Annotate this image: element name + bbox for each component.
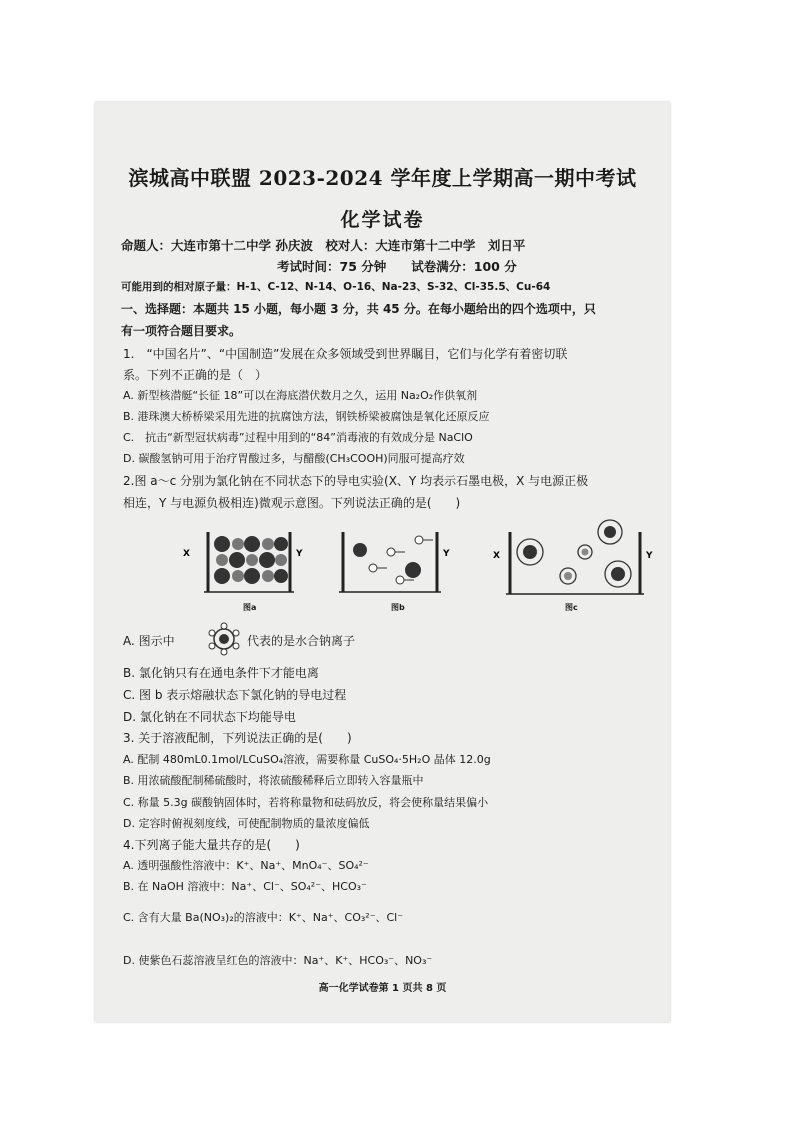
atomic-masses-line: 可能用到的相对原子量：H-1、C-12、N-14、O-16、Na-23、S-32、Cl-35.5、Cu-64 (121, 281, 551, 293)
q2-stem-cont: 相连，Y 与电源负极相连)微观示意图。下列说法正确的是( ) (123, 496, 461, 510)
q4-option-b: B. 在 NaOH 溶液中：Na⁺、Cl⁻、SO₄²⁻、HCO₃⁻ (123, 880, 367, 893)
q2-option-a-prefix: A. 图示中 (123, 634, 175, 648)
fig-c-x-label: X (493, 551, 500, 561)
page-footer: 高一化学试卷第 1 页共 8 页 (318, 983, 447, 994)
figure-b-molten-nacl (325, 524, 465, 599)
fig-c-y-label: Y (646, 551, 653, 561)
q1-option-c: C. 抗击“新型冠状病毒”过程中用到的“84”消毒液的有效成分是 NaClO (123, 431, 473, 444)
q4-option-a: A. 透明强酸性溶液中：K⁺、Na⁺、MnO₄⁻、SO₄²⁻ (123, 859, 369, 872)
figure-c-caption: 图c (565, 603, 578, 612)
exam-subtitle: 化学试卷 (340, 209, 425, 231)
q2-stem: 2.图 a～c 分别为氯化钠在不同状态下的导电实验(X、Y 均表示石墨电极，X 与电源正极 (123, 474, 589, 488)
q3-option-d: D. 定容时俯视刻度线，可使配制物质的量浓度偏低 (123, 817, 370, 830)
q1-option-d: D. 碳酸氢钠可用于治疗胃酸过多，与醋酸(CH₃COOH)同服可提高疗效 (123, 452, 465, 465)
figure-c-nacl-solution (490, 512, 665, 600)
exam-paper (95, 102, 670, 1022)
exam-title: 滨城高中联盟 2023-2024 学年度上学期高一期中考试 (128, 166, 637, 190)
figure-b-caption: 图b (391, 603, 405, 612)
q3-stem: 3. 关于溶液配制，下列说法正确的是( ) (123, 731, 352, 745)
q4-stem: 4.下列离子能大量共存的是( ) (123, 838, 300, 852)
fig-a-y-label: Y (296, 549, 303, 559)
q4-option-d: D. 使紫色石蕊溶液呈红色的溶液中：Na⁺、K⁺、HCO₃⁻、NO₃⁻ (123, 954, 433, 967)
q2-option-d: D. 氯化钠在不同状态下均能导电 (123, 710, 296, 724)
section-heading-cont: 有一项符合题目要求。 (121, 324, 242, 338)
q1-option-a: A. 新型核潜艇“长征 18”可以在海底潜伏数月之久，运用 Na₂O₂作供氧剂 (123, 389, 478, 402)
q2-option-c: C. 图 b 表示熔融状态下氯化钠的导电过程 (123, 688, 347, 702)
figure-a-solid-nacl (180, 524, 315, 599)
section-heading: 一、选择题：本题共 15 小题，每小题 3 分，共 45 分。在每小题给出的四个选项中，只 (121, 302, 596, 316)
q1-option-b: B. 港珠澳大桥桥梁采用先进的抗腐蚀方法，钢铁桥梁被腐蚀是氧化还原反应 (123, 410, 490, 423)
q3-option-c: C. 称量 5.3g 碳酸钠固体时，若将称量物和砝码放反，将会使称量结果偏小 (123, 796, 489, 809)
fig-a-x-label: X (183, 549, 190, 559)
authors-line: 命题人：大连市第十二中学 孙庆波 校对人：大连市第十二中学 刘日平 (121, 238, 526, 253)
q2-option-a-suffix: 代表的是水合钠离子 (247, 634, 356, 648)
q4-option-c: C. 含有大量 Ba(NO₃)₂的溶液中：K⁺、Na⁺、CO₃²⁻、Cl⁻ (123, 911, 404, 924)
q3-option-b: B. 用浓硫酸配制稀硫酸时，将浓硫酸稀释后立即转入容量瓶中 (123, 774, 424, 787)
fig-b-y-label: Y (443, 549, 450, 559)
exam-info-line: 考试时间：75 分钟 试卷满分：100 分 (277, 259, 517, 274)
figure-a-caption: 图a (243, 603, 257, 612)
q1-stem-cont: 系。下列不正确的是（ ） (123, 368, 268, 382)
nacl-lattice-icon (214, 536, 288, 584)
hydrated-ion-icon (207, 622, 241, 656)
q3-option-a: A. 配制 480mL0.1mol/LCuSO₄溶液，需要称量 CuSO₄·5H₂O 晶体 12.0g (123, 753, 491, 766)
q2-option-b: B. 氯化钠只有在通电条件下才能电离 (123, 666, 319, 680)
q1-stem: 1. “中国名片”、“中国制造”发展在众多领域受到世界瞩目，它们与化学有着密切联 (123, 347, 568, 361)
